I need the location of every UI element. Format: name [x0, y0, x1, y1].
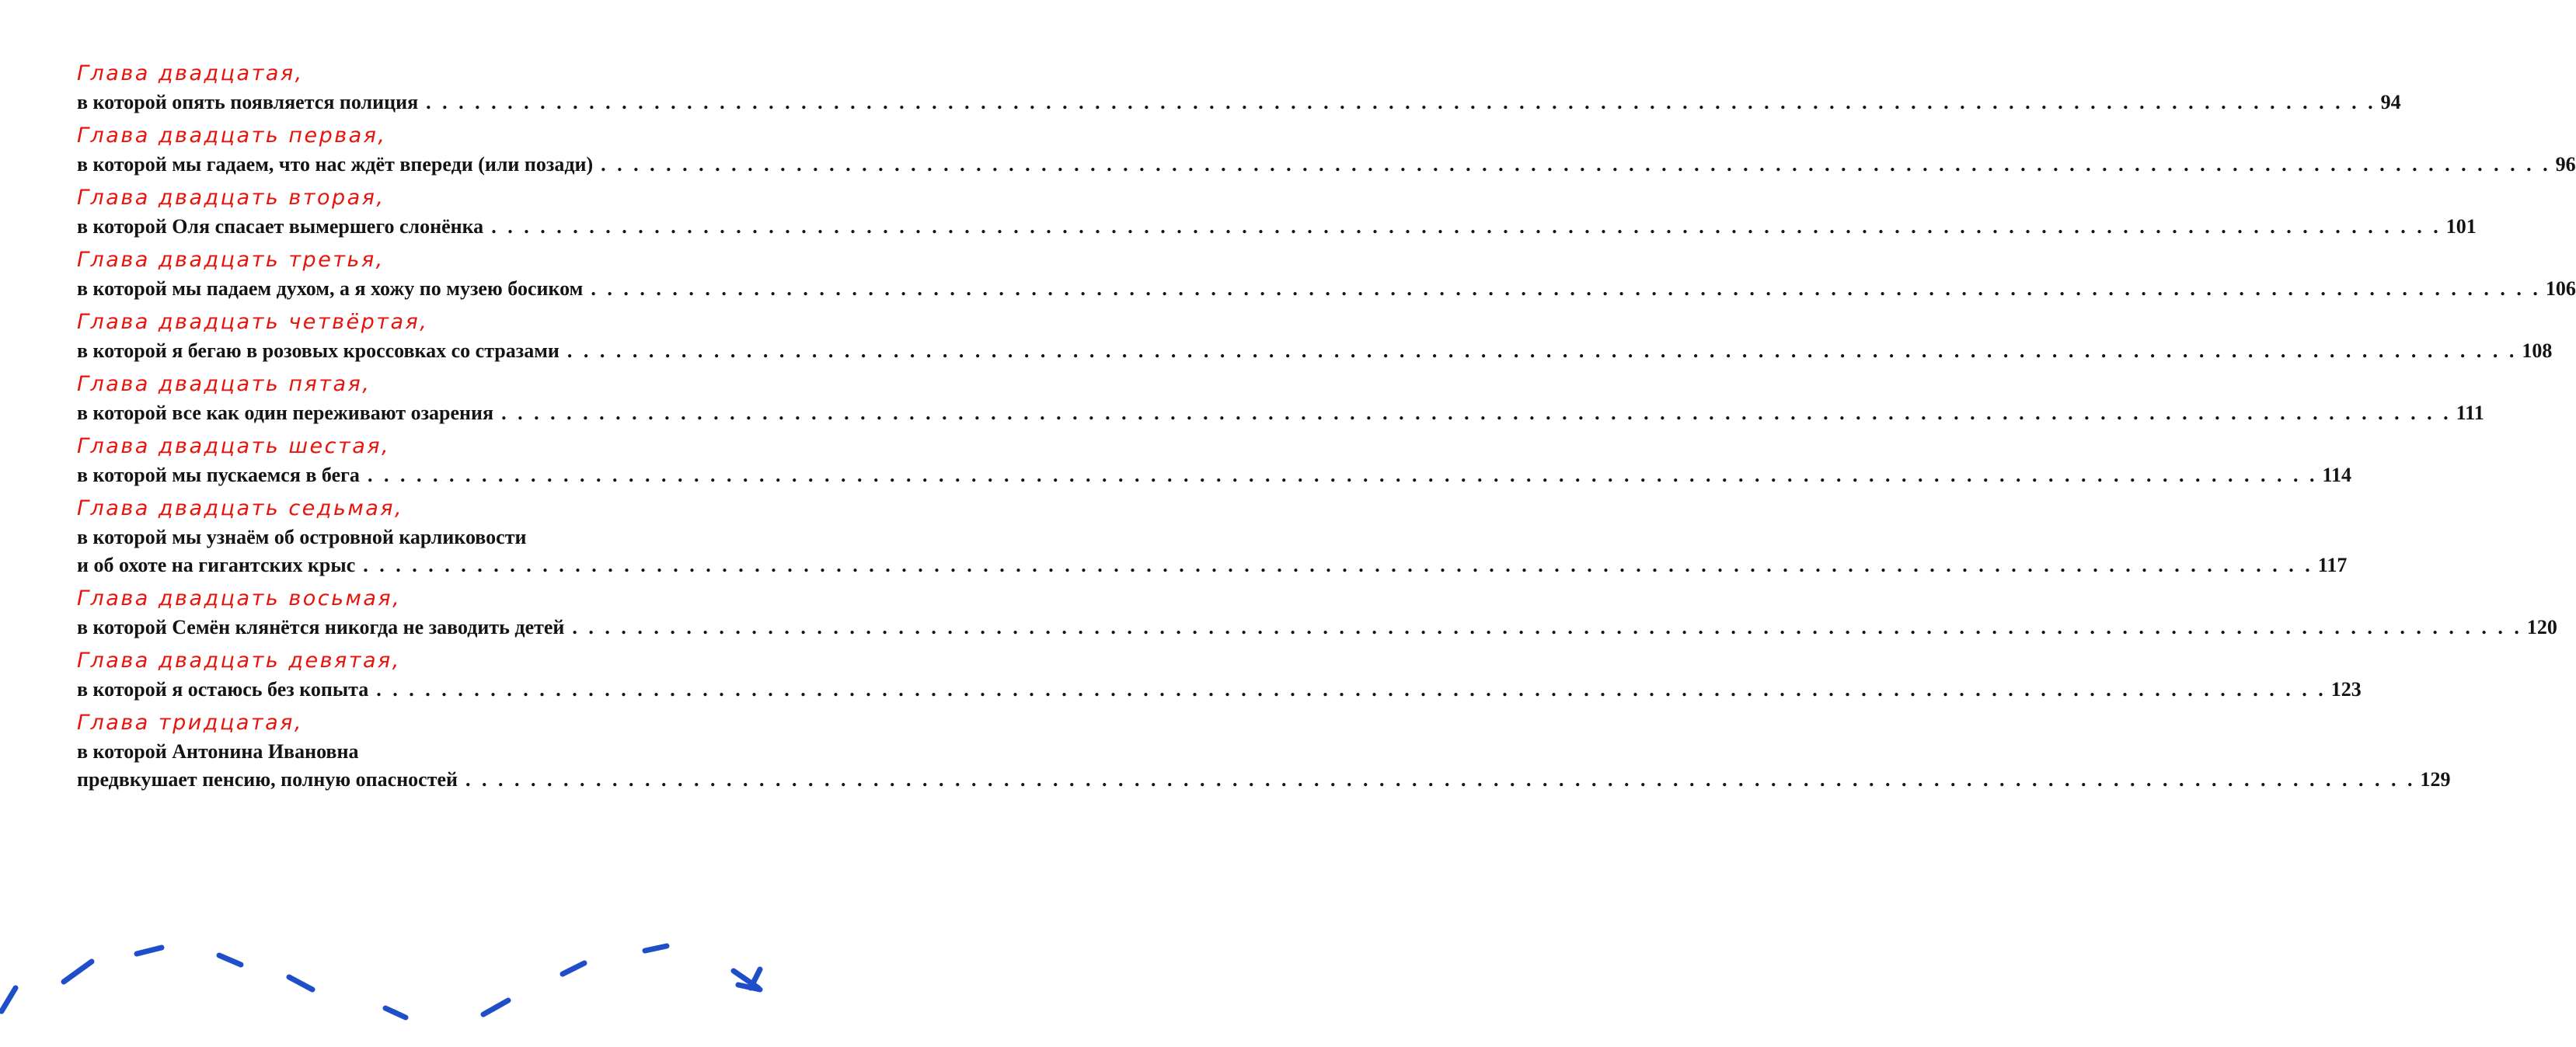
chapter-title: Глава двадцать восьмая,	[77, 586, 402, 610]
page-number: 106	[2545, 277, 2576, 300]
chapter-title: Глава двадцать вторая,	[77, 186, 385, 210]
toc-entry[interactable]	[77, 586, 2557, 648]
page-number: 94	[2380, 91, 2401, 113]
toc-entry[interactable]	[77, 496, 2348, 586]
dot-leader: . . . . . . . . . . . . . . . . . . . . . . . . . . . . . . . . . . . . . . . . . . . . . . . . . . . . . . . . . . . . . . . . . . . . . . . . . . . . . . . . . . . . . . . . . . . . . . . . . . . . . . . . . . . . . . . . . . . . . . . .	[367, 464, 2318, 486]
toc-entry[interactable]	[77, 61, 2401, 123]
chapter-title: Глава двадцать шестая,	[77, 434, 391, 458]
toc-entry[interactable]	[77, 433, 2352, 496]
toc-entry[interactable]	[77, 371, 2484, 433]
dot-leader: . . . . . . . . . . . . . . . . . . . . . . . . . . . . . . . . . . . . . . . . . . . . . . . . . . . . . . . . . . . . . . . . . . . . . . . . . . . . . . . . . . . . . . . . . . . . . . . . . . . . . . . . . . . . . . . . . . . . . . . .	[501, 402, 2452, 424]
chapter-subtitle: в которой мы гадаем, что нас ждёт впереди (или позади)	[77, 153, 594, 176]
chapter-subtitle: в которой опять появляется полиция	[77, 91, 419, 113]
chapter-subtitle: в которой все как один переживают озарения	[77, 402, 494, 424]
chapter-title: Глава двадцать седьмая,	[77, 496, 404, 520]
page-number: 114	[2322, 464, 2352, 486]
dashed-arrow-path-icon	[0, 924, 777, 1041]
chapter-subtitle: в которой Антонина Ивановна	[77, 740, 359, 763]
page-number: 123	[2330, 678, 2362, 701]
dot-leader: . . . . . . . . . . . . . . . . . . . . . . . . . . . . . . . . . . . . . . . . . . . . . . . . . . . . . . . . . . . . . . . . . . . . . . . . . . . . . . . . . . . . . . . . . . . . . . . . . . . . . . . . . . . . . . . . . . . . . . . .	[591, 277, 2541, 300]
chapter-subtitle: в которой я бегаю в розовых кроссовках со стразами	[77, 339, 559, 362]
dot-leader: . . . . . . . . . . . . . . . . . . . . . . . . . . . . . . . . . . . . . . . . . . . . . . . . . . . . . . . . . . . . . . . . . . . . . . . . . . . . . . . . . . . . . . . . . . . . . . . . . . . . . . . . . . . . . . . . . . . . . . . .	[572, 616, 2522, 638]
dot-leader: . . . . . . . . . . . . . . . . . . . . . . . . . . . . . . . . . . . . . . . . . . . . . . . . . . . . . . . . . . . . . . . . . . . . . . . . . . . . . . . . . . . . . . . . . . . . . . . . . . . . . . . . . . . . . . . . . . . . . . . .	[491, 215, 2442, 238]
dot-leader: . . . . . . . . . . . . . . . . . . . . . . . . . . . . . . . . . . . . . . . . . . . . . . . . . . . . . . . . . . . . . . . . . . . . . . . . . . . . . . . . . . . . . . . . . . . . . . . . . . . . . . . . . . . . . . . . . . . . . . . .	[363, 554, 2313, 576]
toc-entry[interactable]	[77, 123, 2576, 185]
chapter-subtitle: в которой я остаюсь без копыта	[77, 678, 369, 701]
chapter-title: Глава двадцать девятая,	[77, 649, 401, 673]
page-number: 120	[2526, 616, 2557, 638]
page-number: 101	[2445, 215, 2477, 238]
chapter-subtitle: предвкушает пенсию, полную опасностей	[77, 768, 458, 791]
chapter-title: Глава двадцать третья,	[77, 248, 385, 272]
toc-entry[interactable]	[77, 309, 2553, 371]
dot-leader: . . . . . . . . . . . . . . . . . . . . . . . . . . . . . . . . . . . . . . . . . . . . . . . . . . . . . . . . . . . . . . . . . . . . . . . . . . . . . . . . . . . . . . . . . . . . . . . . . . . . . . . . . . . . . . . . . . . . . . . .	[426, 91, 2376, 113]
dot-leader: . . . . . . . . . . . . . . . . . . . . . . . . . . . . . . . . . . . . . . . . . . . . . . . . . . . . . . . . . . . . . . . . . . . . . . . . . . . . . . . . . . . . . . . . . . . . . . . . . . . . . . . . . . . . . . . . . . . . . . . .	[465, 768, 2416, 791]
page-number: 108	[2522, 339, 2553, 362]
chapter-title: Глава тридцатая,	[77, 711, 303, 735]
chapter-title: Глава двадцать четвёртая,	[77, 310, 429, 334]
table-of-contents	[77, 61, 2576, 800]
dot-leader: . . . . . . . . . . . . . . . . . . . . . . . . . . . . . . . . . . . . . . . . . . . . . . . . . . . . . . . . . . . . . . . . . . . . . . . . . . . . . . . . . . . . . . . . . . . . . . . . . . . . . . . . . . . . . . . . . . . . . . . .	[601, 153, 2551, 176]
chapter-subtitle: в которой Семён клянётся никогда не заводить детей	[77, 616, 565, 638]
toc-entry[interactable]	[77, 648, 2362, 710]
page-number: 117	[2317, 554, 2348, 576]
chapter-title: Глава двадцать пятая,	[77, 372, 371, 396]
page-number: 96	[2555, 153, 2576, 176]
chapter-subtitle: в которой мы пускаемся в бега	[77, 464, 360, 486]
chapter-title: Глава двадцатая,	[77, 61, 304, 85]
page-number: 111	[2456, 402, 2484, 424]
dot-leader: . . . . . . . . . . . . . . . . . . . . . . . . . . . . . . . . . . . . . . . . . . . . . . . . . . . . . . . . . . . . . . . . . . . . . . . . . . . . . . . . . . . . . . . . . . . . . . . . . . . . . . . . . . . . . . . . . . . . . . . .	[566, 339, 2518, 362]
chapter-subtitle: в которой мы падаем духом, а я хожу по музею босиком	[77, 277, 584, 300]
chapter-subtitle: в которой мы узнаём об островной карликовости	[77, 526, 527, 548]
dot-leader: . . . . . . . . . . . . . . . . . . . . . . . . . . . . . . . . . . . . . . . . . . . . . . . . . . . . . . . . . . . . . . . . . . . . . . . . . . . . . . . . . . . . . . . . . . . . . . . . . . . . . . . . . . . . . . . . . . . . . . . .	[376, 678, 2327, 701]
toc-entry[interactable]	[77, 247, 2576, 309]
chapter-title: Глава двадцать первая,	[77, 123, 387, 148]
toc-entry[interactable]	[77, 710, 2451, 800]
chapter-subtitle: в которой Оля спасает вымершего слонёнка	[77, 215, 484, 238]
chapter-subtitle: и об охоте на гигантских крыс	[77, 554, 356, 576]
toc-entry[interactable]	[77, 185, 2477, 247]
page-number: 129	[2420, 768, 2451, 791]
